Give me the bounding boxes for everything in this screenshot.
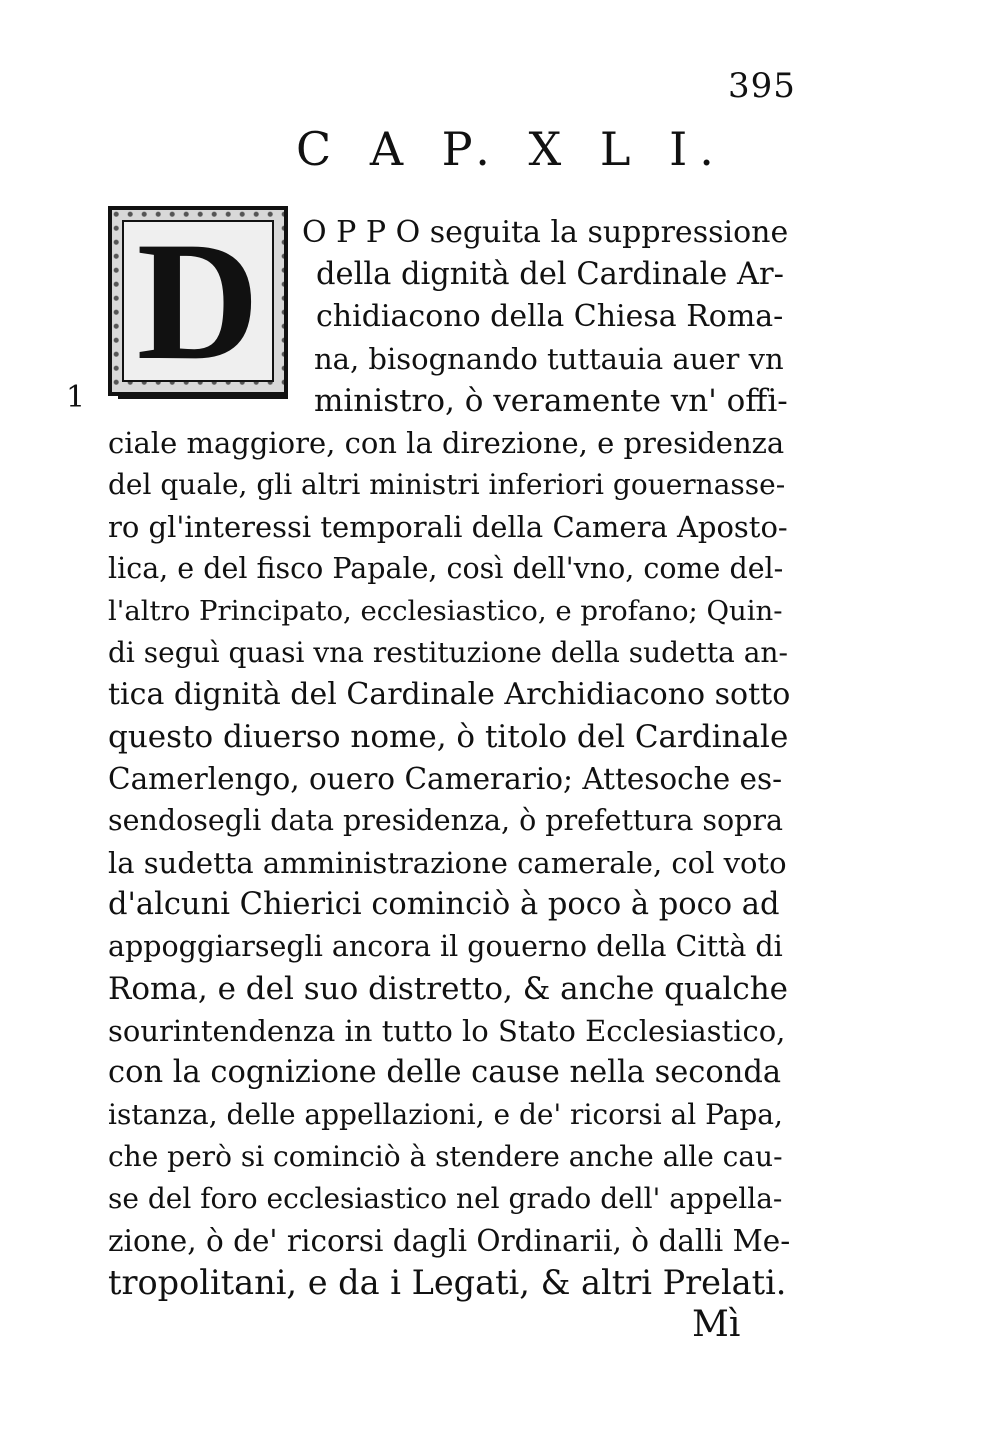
text-line: appoggiarsegli ancora il gouerno della Città di — [108, 930, 783, 963]
text-line: zione, ò de' ricorsi dagli Ordinarii, ò dalli Me- — [108, 1224, 791, 1258]
drop-cap-letter: D — [136, 207, 260, 395]
text-line: che però si cominciò à stendere anche alle cau- — [108, 1140, 783, 1173]
text-line: ro gl'interessi temporali della Camera Aposto- — [108, 510, 788, 544]
text-line: del quale, gli altri ministri inferiori gouernasse- — [108, 468, 786, 501]
text-line: l'altro Principato, ecclesiastico, e profano; Quin- — [108, 595, 783, 627]
chapter-title: C A P. X L I. — [296, 122, 726, 176]
text-line: Camerlengo, ouero Camerario; Attesoche es- — [108, 762, 783, 796]
text-line: questo diuerso nome, ò titolo del Cardinale — [108, 719, 789, 755]
drop-cap-rule — [118, 396, 288, 399]
text-line: lica, e del fisco Papale, così dell'vno, come del- — [108, 552, 784, 585]
drop-cap-ornament — [108, 206, 288, 396]
catchword: Mì — [692, 1304, 741, 1345]
text-line: istanza, delle appellazioni, e de' ricorsi al Papa, — [108, 1098, 783, 1131]
text-line: della dignità del Cardinale Ar- — [316, 257, 784, 292]
text-line: chidiacono della Chiesa Roma- — [316, 299, 784, 334]
drop-cap-frame — [122, 207, 274, 395]
text-line: O P P O seguita la suppressione — [302, 215, 789, 250]
margin-note: 1 — [66, 380, 86, 415]
text-line: se del foro ecclesiastico nel grado dell' appella- — [108, 1182, 783, 1215]
text-line: con la cognizione delle cause nella seconda — [108, 1055, 782, 1090]
text-line: d'alcuni Chierici cominciò à poco à poco ad — [108, 887, 780, 922]
text-line: ciale maggiore, con la direzione, e presidenza — [108, 426, 785, 460]
text-line: sourintendenza in tutto lo Stato Ecclesiastico, — [108, 1014, 786, 1048]
page-number: 395 — [728, 66, 796, 106]
text-line: tropolitani, e da i Legati, & altri Prelati. — [108, 1263, 787, 1302]
text-line: ministro, ò veramente vn' offi- — [314, 383, 788, 419]
text-line: na, bisognando tuttauia auer vn — [314, 342, 784, 376]
text-line: tica dignità del Cardinale Archidiacono sotto — [108, 677, 791, 712]
text-line: di seguì quasi vna restituzione della sudetta an- — [108, 636, 788, 669]
text-line: sendosegli data presidenza, ò prefettura sopra — [108, 804, 784, 837]
text-line: la sudetta amministrazione camerale, col voto — [108, 846, 787, 880]
text-line: Roma, e del suo distretto, & anche qualche — [108, 971, 789, 1007]
